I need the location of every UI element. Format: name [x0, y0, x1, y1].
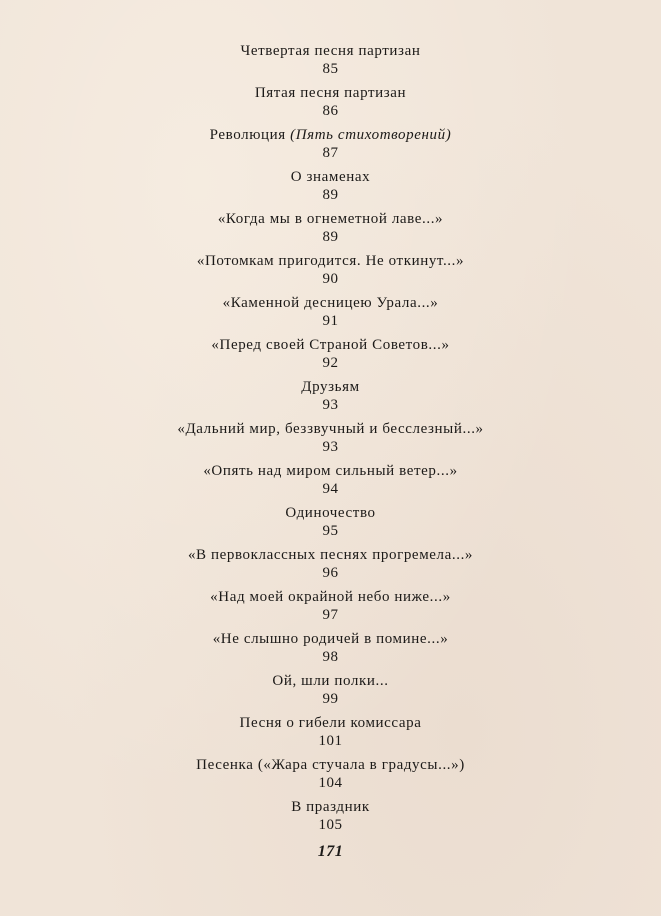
- toc-entry-title: «Перед своей Страной Советов...»: [211, 337, 450, 353]
- toc-entry-title: «В первоклассных песнях прогремела...»: [187, 547, 474, 563]
- toc-entry-page: 91: [322, 313, 339, 329]
- toc-entry: [0, 588, 661, 624]
- toc-entry-page: 93: [322, 439, 339, 455]
- toc-entry: [0, 168, 661, 204]
- toc-entry: [0, 504, 661, 540]
- toc-entry-title: «Опять над миром сильный ветер...»: [203, 463, 458, 479]
- toc-entry-page: 104: [318, 775, 343, 791]
- toc-entry: [0, 462, 661, 498]
- toc-entry-title: О знаменах: [290, 169, 371, 185]
- toc-entry-page: 94: [322, 481, 339, 497]
- toc-entry-page: 87: [322, 145, 339, 161]
- toc-entry-page: 92: [322, 355, 339, 371]
- toc-entry: [0, 420, 661, 456]
- toc-entry: [0, 546, 661, 582]
- toc-entry-title: «Каменной десницею Урала...»: [222, 295, 439, 311]
- toc-entry-page: 96: [322, 565, 339, 581]
- toc-entry-page: 85: [322, 61, 339, 77]
- toc-entry: [0, 126, 661, 162]
- toc-entry: [0, 252, 661, 288]
- toc-entry-page: 93: [322, 397, 339, 413]
- toc-entry-page: 98: [322, 649, 339, 665]
- toc-entry-page: 101: [318, 733, 343, 749]
- toc-entry: [0, 714, 661, 750]
- toc-entry: [0, 798, 661, 834]
- toc-entry-page: 97: [322, 607, 339, 623]
- toc-entry-title: «Дальний мир, беззвучный и бесслезный...»: [177, 421, 484, 437]
- toc-entry: [0, 42, 661, 78]
- toc-entry-title: Ой, шли полки...: [272, 673, 389, 689]
- toc-entry-title: Пятая песня партизан: [254, 85, 407, 101]
- toc-entry-page: 89: [322, 229, 339, 245]
- toc-entry-title: Песня о гибели комиссара: [239, 715, 422, 731]
- toc-entry-title: «Не слышно родичей в помине...»: [212, 631, 449, 647]
- toc-entry: [0, 210, 661, 246]
- toc-entry: [0, 294, 661, 330]
- toc-entry-title: Четвертая песня партизан: [240, 43, 421, 59]
- toc-entry-page: 90: [322, 271, 339, 287]
- toc-entry-title: «Когда мы в огнеметной лаве...»: [217, 211, 444, 227]
- toc-entry: [0, 756, 661, 792]
- toc-entry-title: Одиночество: [285, 505, 376, 521]
- toc-entry-title: «Над моей окрайной небо ниже...»: [210, 589, 451, 605]
- toc-entry: [0, 336, 661, 372]
- toc-entry: [0, 84, 661, 120]
- table-of-contents: [0, 42, 661, 840]
- toc-entry-page: 105: [318, 817, 343, 833]
- toc-entry-title-line: [0, 126, 661, 145]
- toc-entry-title: Друзьям: [301, 379, 360, 395]
- toc-entry-page: 99: [322, 691, 339, 707]
- toc-entry: [0, 378, 661, 414]
- toc-entry-page: 86: [322, 103, 339, 119]
- toc-entry-title: Революция: [209, 127, 286, 143]
- toc-entry-subtitle: (Пять стихотворений): [290, 127, 452, 143]
- toc-entry-title: В праздник: [291, 799, 370, 815]
- toc-entry: [0, 672, 661, 708]
- toc-entry-title: «Потомкам пригодится. Не откинут...»: [196, 253, 465, 269]
- page-number: 171: [317, 843, 344, 860]
- toc-entry: [0, 630, 661, 666]
- toc-entry-title: Песенка («Жара стучала в градусы...»): [196, 757, 465, 773]
- toc-entry-page: 89: [322, 187, 339, 203]
- toc-entry-page: 95: [322, 523, 339, 539]
